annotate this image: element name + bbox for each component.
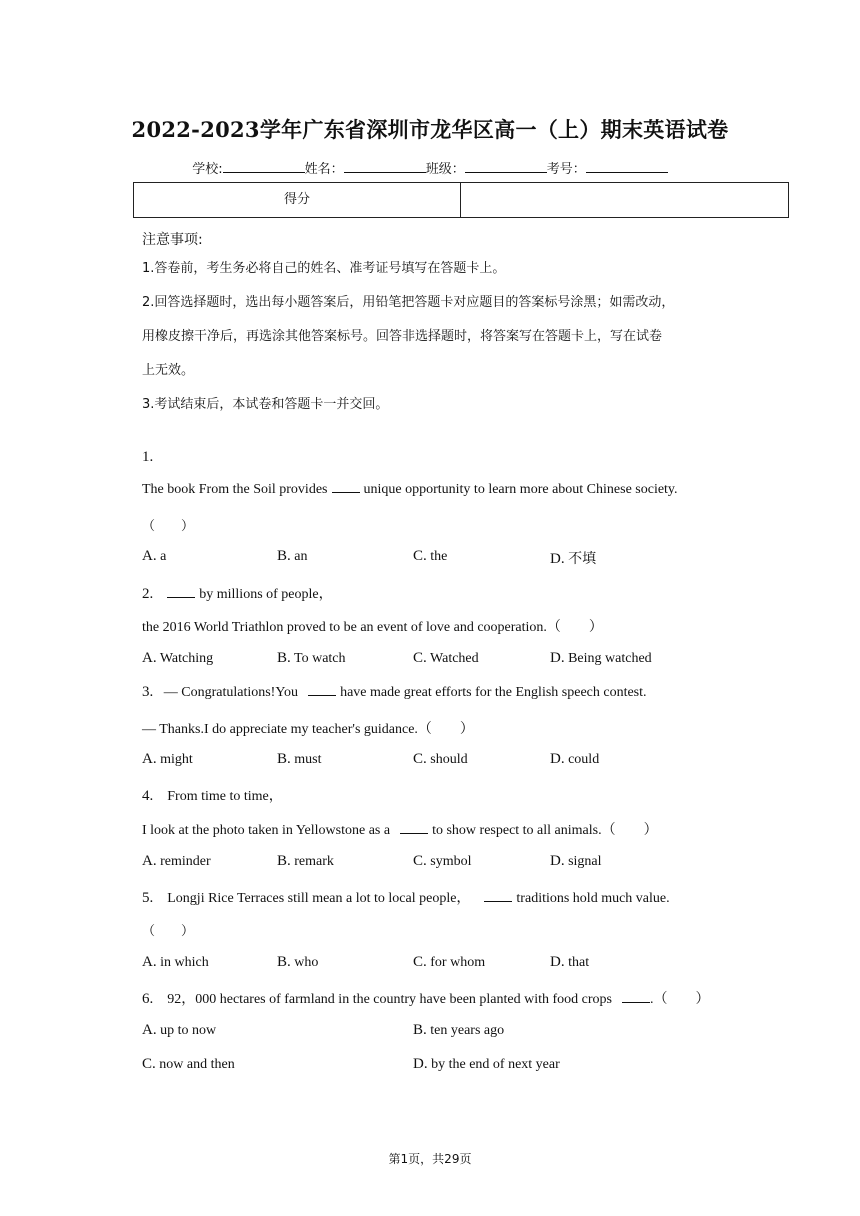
score-label: 得分 — [134, 183, 461, 217]
notice-item-2a: 2.回答选择题时，选出每小题答案后，用铅笔把答题卡对应题目的答案标号涂黑；如需改动， — [142, 295, 675, 310]
question-4-stem — [142, 785, 283, 805]
option-d: D. signal — [550, 853, 602, 869]
option-a: A. might — [142, 751, 193, 767]
question-6-stem-b: .（ ） — [650, 992, 710, 1007]
number-label: 考号： — [546, 162, 586, 177]
question-5-paren: （ ） — [142, 924, 195, 939]
option-d: D. 不填 — [550, 551, 597, 567]
option-a: A. a — [142, 548, 167, 564]
question-2-stem — [142, 583, 333, 603]
option-c: C. for whom — [413, 954, 486, 970]
student-info-row — [0, 158, 860, 177]
question-6-number: 6. — [142, 991, 154, 1007]
question-4-number: 4. — [142, 788, 154, 804]
option-a: A. up to now — [142, 1022, 217, 1038]
exam-title: 2022-2023学年广东省深圳市龙华区高一（上）期末英语试卷 — [131, 117, 729, 142]
question-1-stem-b: unique opportunity to learn more about Chinese society. — [363, 482, 678, 497]
answer-blank — [332, 492, 360, 493]
option-c: C. symbol — [413, 853, 472, 869]
notice-item-1: 1.答卷前，考生务必将自己的姓名、准考证号填写在答题卡上。 — [142, 261, 506, 276]
question-3-line2: — Thanks.I do appreciate my teacher's guidance.（ ） — [142, 722, 474, 737]
question-3-stem-a: — Congratulations!You — [163, 685, 299, 700]
name-label: 姓名： — [304, 162, 344, 177]
question-6-stem-a: 92，000 hectares of farmland in the country have been planted with food crops — [167, 992, 612, 1007]
option-c: C. the — [413, 548, 448, 564]
option-b: B. ten years ago — [413, 1022, 505, 1038]
question-5-number: 5. — [142, 890, 154, 906]
school-blank — [223, 160, 305, 173]
option-a: A. reminder — [142, 853, 211, 869]
option-d: D. that — [550, 954, 590, 970]
page-footer: 第1页，共29页 — [388, 1152, 472, 1166]
number-blank — [586, 160, 668, 173]
question-3-stem — [142, 684, 647, 701]
class-blank — [465, 160, 547, 173]
question-4-line2-b: to show respect to all animals.（ ） — [432, 823, 658, 838]
answer-blank — [167, 597, 195, 598]
option-b: B. an — [277, 548, 308, 564]
notice-item-2c: 上无效。 — [142, 363, 195, 378]
option-b: B. who — [277, 954, 319, 970]
option-b: B. must — [277, 751, 322, 767]
question-2-line2: the 2016 World Triathlon proved to be an event of love and cooperation.（ ） — [142, 620, 603, 635]
answer-blank — [308, 695, 336, 696]
question-2-number: 2. — [142, 586, 154, 602]
option-a: A. Watching — [142, 650, 214, 666]
question-4-line2 — [142, 819, 658, 839]
question-3-stem-b: have made great efforts for the English speech contest. — [340, 685, 647, 700]
option-a: A. in which — [142, 954, 209, 970]
question-1-stem-a: The book From the Soil provides — [142, 482, 328, 497]
notice-title: 注意事项: — [142, 232, 203, 248]
school-label: 学校: — [192, 162, 223, 177]
question-2-stem-a: by millions of people， — [199, 587, 333, 602]
answer-blank — [484, 901, 512, 902]
score-table — [133, 182, 789, 218]
question-1-stem — [142, 482, 678, 498]
option-c: C. should — [413, 751, 468, 767]
option-c: C. now and then — [142, 1056, 235, 1072]
class-label: 班级： — [425, 162, 465, 177]
question-5-stem-b: traditions hold much value. — [516, 891, 670, 906]
question-1-paren: （ ） — [142, 519, 195, 534]
answer-blank — [622, 1002, 650, 1003]
answer-blank — [400, 833, 428, 834]
question-3-number: 3. — [142, 684, 154, 700]
question-4-line2-a: I look at the photo taken in Yellowstone as a — [142, 823, 391, 838]
option-d: D. Being watched — [550, 650, 652, 666]
notice-item-3: 3.考试结束后，本试卷和答题卡一并交回。 — [142, 397, 389, 412]
option-b: B. To watch — [277, 650, 346, 666]
question-4-stem-a: From time to time， — [167, 789, 283, 804]
option-c: C. Watched — [413, 650, 479, 666]
score-value — [461, 183, 788, 217]
question-5-stem-a: Longji Rice Terraces still mean a lot to local people， — [167, 891, 471, 906]
notice-item-2b: 用橡皮擦干净后，再选涂其他答案标号。回答非选择题时，将答案写在答题卡上，写在试卷 — [142, 329, 663, 344]
question-6-stem — [142, 988, 710, 1008]
option-d: D. could — [550, 751, 600, 767]
option-d: D. by the end of next year — [413, 1056, 560, 1072]
option-b: B. remark — [277, 853, 334, 869]
question-5-stem — [142, 887, 670, 907]
question-1-number: 1. — [142, 449, 154, 465]
name-blank — [344, 160, 426, 173]
